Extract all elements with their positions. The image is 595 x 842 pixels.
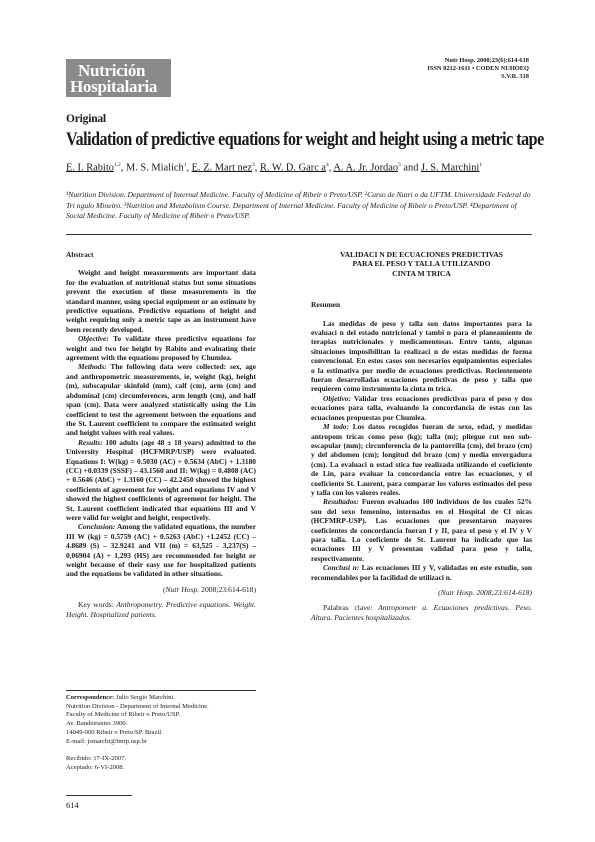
- resumen-objective: Objetivo: Validar tres ecuaciones predictivas para el peso y dos ecuaciones para talla, evaluando la concordancia de estas con las ecuaciones propuestas por Chumlea.: [311, 393, 532, 422]
- author-affiliation-marker: 3: [251, 162, 255, 168]
- author-separator: ,: [120, 162, 126, 174]
- journal-reference: [427, 57, 529, 82]
- spanish-title: VALIDACI N DE ECUACIONES PREDICTIVAS PARA EL PESO Y TALLA UTILIZANDO CINTA M TRICA: [339, 250, 504, 278]
- author-separator: and: [400, 162, 422, 174]
- resumen-results: Resultados: Fueron evaluados 100 individuos de los cuales 52% son del sexo femenino, internados en el Hospital de Cl nicas (HCFMRP-USP). Las ecuaciones que presentaron mayores coeficientes de concordancia fueran I y II, para el peso y el IV y V para talla. Lo coeficiente de St. Laurent ha indicado que las ecuaciones III y V presentan validad para peso y talla, respectivamente.: [311, 497, 532, 563]
- journal-ref-line: S.V.R. 318: [501, 73, 529, 81]
- resumen-citation: (Nutr Hosp. 2008;23:614-618): [438, 588, 532, 597]
- correspondence-line: Av. Bandeirantes 3900.: [66, 720, 128, 728]
- email-link[interactable]: E-mail: jsmarchi@fmrp.usp.br: [66, 737, 147, 745]
- author-affiliation-marker: 1,2: [113, 162, 121, 168]
- author-separator: ,: [328, 162, 334, 174]
- abstract-results: Results: 100 adults (age 48 ± 18 years) admitted to the University Hospital (HCFMRP/USP) were evaluated. Equations I: W(kg) = 0.5030 (AC) + 0.5634 (AbC) + 1.3180 (CC) +0.0339 (SSSF) – 43.1560 and II: W(kg) = 0.4808 (AC) + 0.5646 (AbC) + 1.3160 (CC) – 42.2450 showed the highest coefficients of agreement for weight and equations IV and V showed the highest coefficients of agreement for height. The St. Laurent coefficient indicated that equations III and V were valid for weight and height, respectively.: [66, 437, 256, 522]
- abstract-intro: Weight and height measurements are important data for the evaluation of nutritional status but some situations prevent the execution of these measurements in the standard manner, using special equipment or an estimate by predictive equations. Predictive equations of height and weight requiring only a metric tape as an instrument have been recently developed.: [66, 268, 256, 334]
- author-name[interactable]: E. I. Rabito: [66, 162, 114, 174]
- abstract-objective: Objective: To validate three predictive equations for weight and two for height by Rabito and evaluating their agreement with the equations proposed by Chumlea.: [66, 334, 256, 363]
- article-title: Validation of predictive equations for weight and height using a metric tape: [66, 129, 544, 150]
- author-affiliation-marker: 4: [326, 162, 329, 168]
- author-name[interactable]: R. W. D. Garc a: [259, 162, 327, 174]
- author-affiliation-marker: 5: [398, 162, 401, 168]
- header-divider: [66, 234, 532, 235]
- author-name[interactable]: A. A. Jr. Jordao: [333, 162, 399, 174]
- correspondence-line: 14049-900 Ribeir o Preto/SP. Brazil.: [66, 728, 163, 736]
- author-name[interactable]: J. S. Marchini: [421, 162, 480, 174]
- page-number: 614: [66, 800, 79, 810]
- author-name[interactable]: M. S. Mialich: [125, 162, 184, 174]
- author-affiliation-marker: 1: [183, 162, 187, 168]
- correspondence-line: Nutrition Division - Department of Internal Medicine.: [66, 702, 209, 710]
- author-separator: ,: [254, 162, 260, 174]
- conclusion-label: Conclusion:: [78, 522, 116, 532]
- abstract-methods: Methods: The following data were collected: sex, age and anthropometric measurements, ie, weight (kg), height (m), subscapular skinfold (mm), calf (cm), arm (cm) and abdominal (cm) circumferences, arm length (cm), and half span (cm). Data were analyzed statistically using the Lin coefficient to test the agreement between the equations and the St. Laurent coefficient to compare the estimated weight and height values with real values.: [66, 362, 256, 438]
- methods-label: Methods:: [78, 362, 107, 372]
- author-name[interactable]: E. Z. Mart nez: [191, 162, 252, 174]
- resumen-keywords: Palabras clave: Antropometr a. Ecuaciones predictivas. Peso. Altura. Pacientes hospitalizados.: [311, 603, 532, 623]
- correspondence-divider: [66, 690, 256, 691]
- abstract-keywords: Key words: Anthropometry. Predictive equations. Weight. Height. Hospitalized patients.: [66, 600, 256, 620]
- resumen-intro: Las medidas de peso y talla son datos importantes para la evaluaci n del estado nutricional y tambi n para el planeamiento de terapias nutricionales y medicamentosas. Entre tanto, algunas situaciones imposibilitan la realizaci n de estas medidas de forma convencional. En estos casos son necesarios equipamientos especiales o la estimativa por medio de ecuaciones predictivas. Recientemente fueran desarrolladas ecuaciones predictivas de peso y talla que requieren como instrumento la cinta m trica.: [311, 318, 532, 394]
- resumen-column: [311, 250, 532, 623]
- resumen-heading: Resumen: [311, 300, 341, 310]
- abstract-citation: (Nutr Hosp. 2008;23:614-618): [162, 584, 256, 594]
- journal-ref-line: Nutr Hosp. 2008;23(6):614-618: [444, 57, 529, 64]
- footer-divider: [66, 795, 132, 796]
- logo-line1: Nutrición: [78, 61, 146, 80]
- journal-ref-line: ISSN 0212-1611 • CODEN NUHOEQ: [427, 65, 529, 73]
- author-separator: ,: [186, 162, 192, 174]
- results-label: Results:: [78, 437, 103, 447]
- abstract-heading: Abstract: [66, 250, 94, 259]
- section-label: Original: [66, 113, 106, 125]
- affiliations: ¹Nutrition Division. Department of Internal Medicine. Faculty of Medicine of Ribeir o Preto/USP. ²Curso de Nutri o da UFTM. Universidade Federal do Tri ngulo Mineiro. ³Nutrition and Metabolism Course. Department of Internal Medicine. Faculty of Medicine of Ribeir o Preto/USP. ⁴Department of Social Medicine. Faculty of Medicine of Ribeir o Preto/USP.: [66, 190, 531, 221]
- objective-label: Objective:: [78, 334, 109, 344]
- correspondence-label: Correspondence:: [66, 694, 115, 701]
- logo-line2: Hospitalaria: [70, 77, 158, 96]
- abstract-column: [66, 250, 256, 620]
- resumen-conclusion: Conclusi n: Las ecuaciones III y V, validadas en este estudio, son recomendables por la facilidad de utilizaci n.: [311, 563, 533, 582]
- abstract-conclusion: Conclusion: Among the validated equations, the number III W (kg) = 0.5759 (AC) + 0.5263 (AbC) +1.2452 (CC) – 4.8689 (S) – 32.9241 and VII (m) = 63,525 - 3,237(S) – 0,06904 (A) + 1,293 (HS) are recommended for height or weight because of their easy use for hospitalized patients and the equations be validated in other situations.: [66, 522, 256, 579]
- resumen-methods: M todo: Los datos recogidos fueran de sexo, edad, y medidas antropom tricas como peso (kg); talla (m); pliegue cut neo sub-escapular (mm); circunferencia de la pantorrilla (cm), del brazo (cm) y del abdomen (cm); longitud del brazo (cm) y media envergadura (cm). La evaluaci n estad stica fue realizada utilizando el coeficiente de Lin, para evaluar la concordancia entre las ecuaciones, y el coeficiente St. Laurent, para comparar los valores estimados del peso y talla con los valores reales.: [311, 422, 532, 497]
- correspondence-block: Correspondence: Julio Sergio Marchini. Nutrition Division - Department of Internal Medicine. Faculty of Medicine of Ribeir o Preto/USP. Av. Bandeirantes 3900. 14049-900 Ribeir o Preto/SP. Brazil. E-mail: jsmarchi@fmrp.usp.br Recibido: 17-IX-2007. Aceptado: 6-VI-2008.: [66, 694, 256, 773]
- author-affiliation-marker: 1: [479, 162, 483, 168]
- author-list: [66, 162, 536, 173]
- correspondence-line: Faculty of Medicine of Ribeir o Preto/USP.: [66, 711, 181, 719]
- journal-logo: [66, 59, 171, 97]
- received-date: Recibido: 17-IX-2007.: [66, 755, 127, 763]
- accepted-date: Aceptado: 6-VI-2008.: [66, 763, 125, 771]
